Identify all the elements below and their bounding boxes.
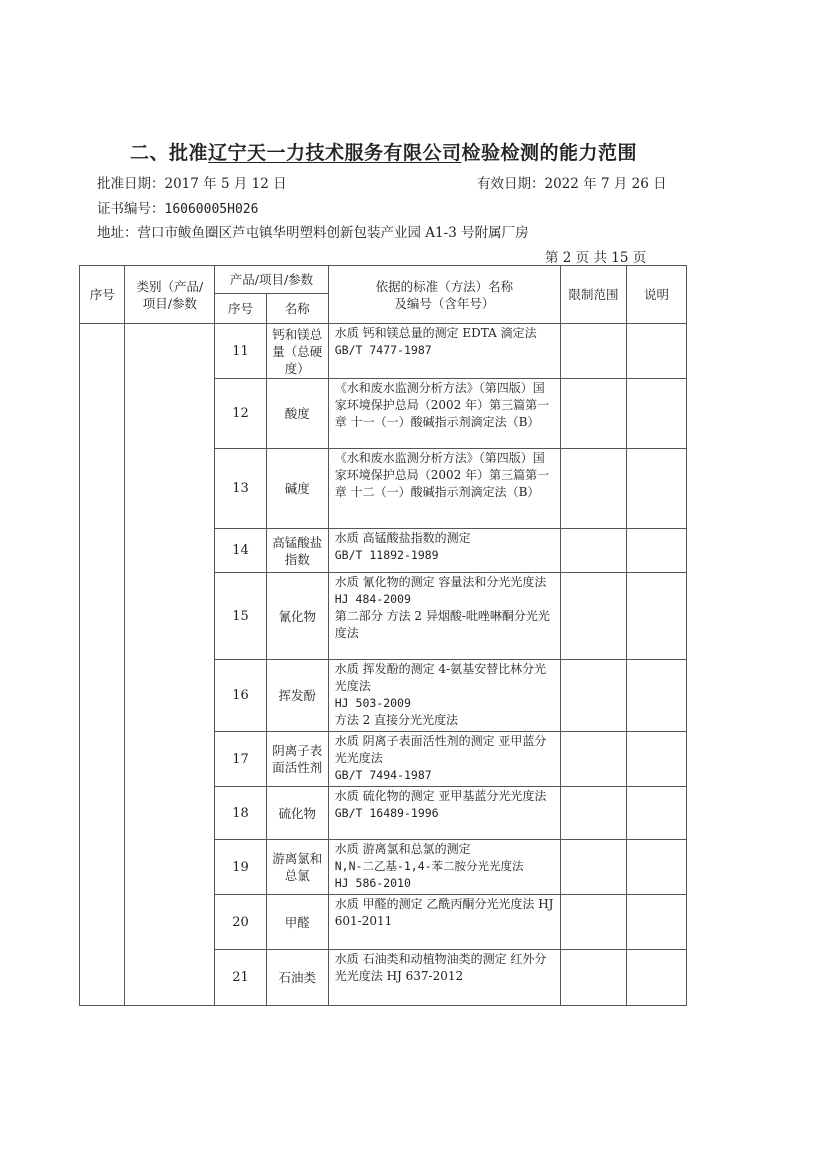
limit-cell: [561, 787, 627, 840]
note-cell: [627, 449, 687, 529]
header-limit: 限制范围: [561, 266, 627, 324]
standard-line: N,N-二乙基-1,4-苯二胺分光光度法: [334, 859, 524, 873]
standard-cell: [328, 573, 560, 660]
item-name: 挥发酚: [266, 660, 328, 732]
item-number: 11: [215, 324, 267, 379]
standard-line: 《水和废水监测分析方法》（第四版）国家环境保护总局（2002 年）第三篇第一章 十二（一）酸碱指示剂滴定法（B）: [334, 451, 550, 499]
standard-line: 水质 游离氯和总氯的测定: [334, 842, 471, 856]
standard-cell: [328, 660, 560, 732]
header-note: 说明: [627, 266, 687, 324]
note-cell: [627, 324, 687, 379]
valid-date: 2022 年 7 月 26 日: [544, 176, 667, 192]
item-number: 21: [215, 950, 267, 1006]
approval-date-label: 批准日期：: [97, 176, 165, 192]
limit-cell: [561, 573, 627, 660]
header-item-no: 序号: [215, 294, 267, 324]
item-number: 14: [215, 529, 267, 573]
standard-line: GB/T 7494-1987: [334, 768, 432, 782]
item-name: 碱度: [266, 449, 328, 529]
approval-date: 2017 年 5 月 12 日: [164, 176, 287, 192]
item-number: 18: [215, 787, 267, 840]
organization-name: 辽宁天一力技术服务有限公司: [208, 142, 462, 164]
item-number: 20: [215, 895, 267, 950]
item-name: 硫化物: [266, 787, 328, 840]
item-name: 高锰酸盐指数: [266, 529, 328, 573]
note-cell: [627, 573, 687, 660]
header-item-name: 名称: [266, 294, 328, 324]
note-cell: [627, 660, 687, 732]
note-cell: [627, 787, 687, 840]
standard-line: GB/T 11892-1989: [334, 548, 439, 562]
limit-cell: [561, 950, 627, 1006]
note-cell: [627, 379, 687, 449]
limit-cell: [561, 379, 627, 449]
header-product-group: 产品/项目/参数: [215, 266, 329, 294]
standard-line: 水质 甲醛的测定 乙酰丙酮分光光度法 HJ 601-2011: [334, 897, 558, 928]
standard-line: GB/T 16489-1996: [334, 806, 439, 820]
standard-line: 水质 硫化物的测定 亚甲基蓝分光光度法: [334, 789, 547, 803]
standard-cell: [328, 449, 560, 529]
valid-date-line: [477, 172, 667, 192]
item-name: 游离氯和总氯: [266, 840, 328, 895]
header-category: 类别（产品/项目/参数: [125, 266, 215, 324]
approval-date-line: [97, 172, 287, 192]
item-name: 甲醛: [266, 895, 328, 950]
standard-line: 水质 高锰酸盐指数的测定: [334, 531, 471, 545]
limit-cell: [561, 732, 627, 787]
address-label: 地址：: [97, 225, 138, 241]
item-name: 氰化物: [266, 573, 328, 660]
item-name: 钙和镁总量（总硬度）: [266, 324, 328, 379]
certificate-label: 证书编号：: [97, 201, 165, 217]
standard-cell: [328, 787, 560, 840]
standard-cell: [328, 840, 560, 895]
standard-cell: [328, 324, 560, 379]
note-cell: [627, 950, 687, 1006]
standard-cell: [328, 895, 560, 950]
standard-cell: [328, 379, 560, 449]
standard-line: 水质 钙和镁总量的测定 EDTA 滴定法: [334, 326, 537, 340]
standard-line: 水质 石油类和动植物油类的测定 红外分光光度法 HJ 637-2012: [334, 952, 547, 983]
page-info: 第 2 页 共 15 页: [545, 250, 647, 266]
standard-line: HJ 586-2010: [334, 876, 411, 890]
valid-date-label: 有效日期：: [477, 176, 545, 192]
header-seq: 序号: [80, 266, 125, 324]
standard-line: 《水和废水监测分析方法》（第四版）国家环境保护总局（2002 年）第三篇第一章 十一（一）酸碱指示剂滴定法（B）: [334, 381, 550, 429]
item-number: 19: [215, 840, 267, 895]
standard-line: 水质 氰化物的测定 容量法和分光光度法: [334, 575, 547, 589]
title-prefix: 二、批准: [130, 142, 209, 164]
note-cell: [627, 732, 687, 787]
item-number: 17: [215, 732, 267, 787]
standard-cell: [328, 529, 560, 573]
item-name: 酸度: [266, 379, 328, 449]
standard-line: 水质 挥发酚的测定 4-氨基安替比林分光光度法: [334, 662, 547, 693]
note-cell: [627, 529, 687, 573]
item-name: 石油类: [266, 950, 328, 1006]
standard-line: HJ 484-2009: [334, 592, 411, 606]
item-number: 12: [215, 379, 267, 449]
standard-line: 方法 2 直接分光光度法: [334, 713, 459, 727]
limit-cell: [561, 449, 627, 529]
item-number: 15: [215, 573, 267, 660]
standard-line: 第二部分 方法 2 异烟酸-吡唑啉酮分光光度法: [334, 609, 550, 640]
standard-cell: [328, 732, 560, 787]
title-suffix: 检验检测的能力范围: [461, 142, 638, 164]
document-title: [130, 138, 637, 165]
limit-cell: [561, 840, 627, 895]
certificate-number: 16060005H026: [164, 202, 259, 217]
limit-cell: [561, 895, 627, 950]
standard-cell: [328, 950, 560, 1006]
address: 营口市鲅鱼圈区芦屯镇华明塑料创新包装产业园 A1-3 号附属厂房: [137, 225, 529, 241]
header-standard: 依据的标准（方法）名称 及编号（含年号）: [328, 266, 560, 324]
item-name: 阴离子表面活性剂: [266, 732, 328, 787]
item-number: 16: [215, 660, 267, 732]
standard-line: HJ 503-2009: [334, 696, 411, 710]
capability-table: [79, 265, 687, 1006]
seq-cell: [80, 324, 125, 1006]
standard-line: GB/T 7477-1987: [334, 343, 432, 357]
limit-cell: [561, 529, 627, 573]
item-number: 13: [215, 449, 267, 529]
table-body: [80, 324, 687, 1006]
standard-line: 水质 阴离子表面活性剂的测定 亚甲蓝分光光度法: [334, 734, 547, 765]
limit-cell: [561, 660, 627, 732]
address-line: [97, 221, 529, 241]
note-cell: [627, 895, 687, 950]
table-row: [80, 324, 687, 379]
certificate-line: [97, 197, 258, 217]
note-cell: [627, 840, 687, 895]
category-cell: [125, 324, 215, 1006]
limit-cell: [561, 324, 627, 379]
